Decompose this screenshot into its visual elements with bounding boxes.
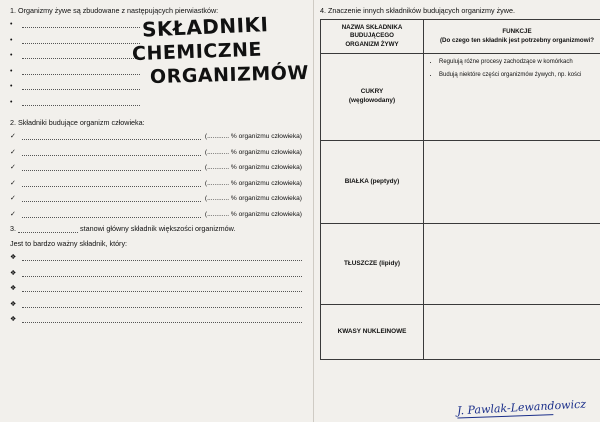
percent-hint: (............ % organizmu człowieka) (204, 148, 302, 156)
answer-line[interactable] (10, 252, 302, 261)
question-4-text: 4. Znaczenie innych składników budujących organizmy żywe. (320, 6, 515, 15)
bullet-dot-icon: • (10, 98, 13, 106)
function-item: • Budują niektóre części organizmów żywych, np. kości (439, 72, 600, 80)
dotted-line[interactable] (22, 178, 201, 187)
question-3-number: 3. (10, 224, 16, 233)
check-icon: ✓ (10, 179, 16, 187)
percent-hint: (............ % organizmu człowieka) (204, 195, 302, 202)
dotted-line[interactable] (22, 268, 302, 277)
answer-line[interactable] (10, 299, 302, 308)
components-table (320, 19, 600, 360)
dotted-line[interactable] (22, 131, 201, 140)
row-label-bialka: BIAŁKA (peptydy) (321, 141, 424, 224)
function-item: • Regulują różne procesy zachodzące w komórkach (439, 59, 600, 67)
flower-bullet-icon: ❖ (10, 285, 17, 292)
column-header-functions (424, 20, 600, 54)
title-line-3: ORGANIZMÓW (149, 61, 310, 89)
right-column (316, 0, 600, 422)
check-icon: ✓ (10, 195, 16, 202)
table-row (321, 224, 600, 305)
answer-line[interactable] (10, 131, 302, 140)
table-row (321, 141, 600, 224)
column-header-name-line-3: ORGANIZM ŻYWY (345, 40, 399, 48)
flower-bullet-icon: ❖ (10, 254, 17, 261)
table-row (321, 305, 600, 360)
answer-line[interactable] (10, 147, 302, 156)
dotted-line[interactable] (22, 314, 302, 323)
percent-hint: (............ % organizmu człowieka) (204, 179, 302, 187)
question-3b-text: Jest to bardzo ważny składnik, który: (10, 239, 128, 248)
title-line-1: SKŁADNIKI (141, 12, 269, 42)
table-header-row (321, 20, 600, 54)
check-icon: ✓ (10, 133, 16, 140)
check-icon: ✓ (10, 148, 16, 156)
bullet-dot-icon: • (10, 21, 13, 28)
dotted-line[interactable] (18, 225, 78, 233)
bullet-dot-icon: • (10, 36, 13, 44)
column-header-name-line-1: NAZWA SKŁADNIKA (341, 24, 403, 31)
dotted-line[interactable] (22, 66, 140, 75)
column-divider (313, 0, 314, 422)
percent-hint: (............ % organizmu człowieka) (204, 133, 302, 140)
worksheet-title (128, 14, 308, 96)
function-list (430, 59, 600, 80)
row-label-kwasy-nukleinowe: KWASY NUKLEINOWE (321, 305, 424, 360)
row-label-line-2: (węglowodany) (348, 97, 396, 105)
column-header-name (321, 20, 424, 54)
dotted-line[interactable] (22, 97, 140, 106)
dotted-line[interactable] (22, 283, 302, 292)
question-3-suffix: stanowi główny składnik większości organizmów. (80, 224, 236, 233)
dotted-line[interactable] (22, 19, 140, 28)
bullet-dot-icon: • (10, 52, 13, 59)
dotted-line[interactable] (22, 209, 201, 218)
percent-hint: (............ % organizmu człowieka) (204, 164, 302, 171)
row-functions-tluszcze[interactable] (424, 224, 600, 305)
row-functions-kwasy-nukleinowe[interactable] (424, 305, 600, 360)
answer-line[interactable] (10, 314, 302, 323)
question-3-answer-lines (10, 252, 302, 323)
row-label-cukry (321, 54, 424, 141)
dotted-line[interactable] (22, 162, 201, 171)
dotted-line[interactable] (22, 147, 201, 156)
flower-bullet-icon: ❖ (10, 316, 17, 323)
answer-line[interactable] (10, 178, 302, 187)
check-icon: ✓ (10, 164, 16, 171)
title-line-2: CHEMICZNE (131, 38, 263, 66)
row-label-line-1: CUKRY (360, 88, 384, 96)
dotted-line[interactable] (22, 193, 201, 202)
dotted-line[interactable] (22, 252, 302, 261)
check-icon: ✓ (10, 210, 16, 218)
row-functions-cukry[interactable] (424, 54, 600, 141)
column-header-functions-subtitle: (Do czego ten składnik jest potrzebny organizmowi? (439, 36, 595, 44)
column-header-name-line-2: BUDUJĄCEGO (349, 32, 394, 40)
answer-line[interactable] (10, 97, 302, 106)
dotted-line[interactable] (22, 35, 140, 44)
question-2-text: 2. Składniki budujące organizm człowieka: (10, 118, 145, 127)
bullet-dot-icon: • (10, 67, 13, 75)
column-header-functions-title: FUNKCJE (502, 28, 532, 36)
row-label-tluszcze: TŁUSZCZE (lipidy) (321, 224, 424, 305)
flower-bullet-icon: ❖ (10, 269, 17, 277)
question-3-text (10, 224, 302, 233)
answer-line[interactable] (10, 209, 302, 218)
question-1-text: 1. Organizmy żywe są zbudowane z następujących pierwiastków: (10, 6, 219, 15)
dotted-line[interactable] (22, 299, 302, 308)
question-2-answer-lines (10, 131, 302, 218)
answer-line[interactable] (10, 193, 302, 202)
table-row (321, 54, 600, 141)
percent-hint: (............ % organizmu człowieka) (204, 210, 302, 218)
answer-line[interactable] (10, 268, 302, 277)
bullet-dot-icon: • (10, 83, 13, 90)
dotted-line[interactable] (22, 50, 140, 59)
answer-line[interactable] (10, 283, 302, 292)
dotted-line[interactable] (22, 81, 140, 90)
row-functions-bialka[interactable] (424, 141, 600, 224)
author-signature: J. Pawlak-Lewandowicz (456, 397, 587, 418)
answer-line[interactable] (10, 162, 302, 171)
flower-bullet-icon: ❖ (10, 300, 17, 308)
